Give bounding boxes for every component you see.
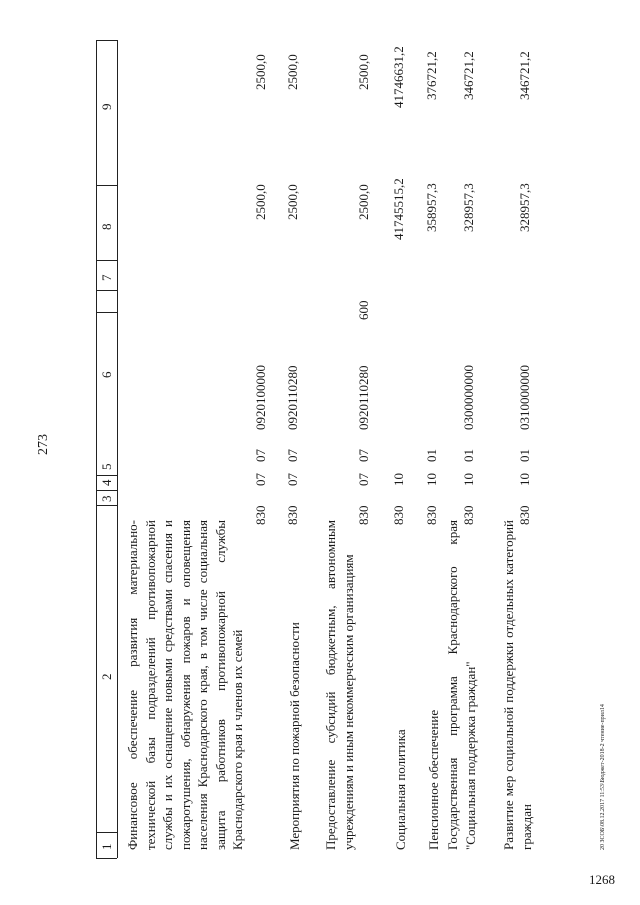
cell-year1: 2500,0: [285, 184, 300, 220]
row-name: Государственная программа Краснодарского края "Социальная поддержка граждан": [445, 520, 478, 850]
cell-year2: 2500,0: [356, 54, 371, 90]
cell-gov: 830: [517, 505, 532, 525]
cell-section: 07: [253, 473, 268, 486]
row-name: Предоставление субсидий бюджетным, автономным учреждениям и иным некоммерческим организациям: [323, 520, 356, 850]
cell-subsection: 07: [285, 449, 300, 462]
header-col-2: 2: [99, 673, 114, 680]
cell-section: 10: [517, 473, 532, 486]
header-col-6: 6: [99, 371, 114, 378]
row-name: Развитие мер социальной поддержки отдельных категорий граждан: [501, 520, 534, 850]
footer-code: 20 ЗСОБ\08.12.2017 11:53\Бюджет-2018-2 чтение-прил14: [600, 704, 606, 850]
cell-target: 0300000000: [461, 365, 476, 430]
header-col-9: 9: [99, 103, 114, 110]
header-col-8: 8: [99, 223, 114, 230]
header-col-7: 7: [99, 274, 114, 281]
cell-year1: 358957,3: [424, 183, 439, 232]
cell-gov: 830: [253, 505, 268, 525]
header-col-5: 5: [99, 463, 114, 470]
cell-section: 07: [356, 473, 371, 486]
cell-target: 0920100000: [253, 365, 268, 430]
sheet-number: 1268: [589, 872, 615, 887]
cell-section: 07: [285, 473, 300, 486]
cell-year2: 346721,2: [517, 51, 532, 100]
cell-year1: 328957,3: [517, 183, 532, 232]
cell-target: 0920110280: [356, 365, 371, 430]
cell-section: 10: [424, 473, 439, 486]
row-name: Финансовое обеспечение развития материально-технической базы подразделений противопожарной службы и их оснащение новыми средствами спасения и пожаротушения, обнаружения пожаров и оповещения населения Краснодарского края, в том числе социальная защита работников противопожарной службы Краснодарского края и членов их семей: [125, 520, 245, 850]
cell-year2: 346721,2: [461, 51, 476, 100]
cell-subsection: 07: [356, 449, 371, 462]
cell-expense-type: 600: [356, 300, 371, 320]
header-col-4: 4: [99, 479, 114, 486]
cell-subsection: 01: [517, 449, 532, 462]
cell-target: 0920110280: [285, 365, 300, 430]
cell-gov: 830: [285, 505, 300, 525]
cell-subsection: 07: [253, 449, 268, 462]
cell-year2: 2500,0: [253, 54, 268, 90]
cell-target: 0310000000: [517, 365, 532, 430]
cell-year1: 2500,0: [356, 184, 371, 220]
cell-gov: 830: [424, 505, 439, 525]
cell-gov: 830: [391, 505, 406, 525]
row-name: Социальная политика: [393, 729, 408, 850]
cell-year2: 376721,2: [424, 51, 439, 100]
cell-year1: 328957,3: [461, 183, 476, 232]
row-name: Мероприятия по пожарной безопасности: [287, 622, 302, 850]
cell-gov: 830: [356, 505, 371, 525]
header-col-3: 3: [99, 495, 114, 502]
row-name: Пенсионное обеспечение: [426, 709, 441, 850]
header-col-1: 1: [99, 843, 114, 850]
cell-year1: 2500,0: [253, 184, 268, 220]
cell-gov: 830: [461, 505, 476, 525]
cell-section: 10: [391, 473, 406, 486]
cell-subsection: 01: [424, 449, 439, 462]
cell-subsection: 01: [461, 449, 476, 462]
page-number: 273: [36, 434, 51, 455]
cell-year2: 41746631,2: [391, 46, 406, 108]
cell-year1: 41745515,2: [391, 178, 406, 240]
cell-year2: 2500,0: [285, 54, 300, 90]
cell-section: 10: [461, 473, 476, 486]
